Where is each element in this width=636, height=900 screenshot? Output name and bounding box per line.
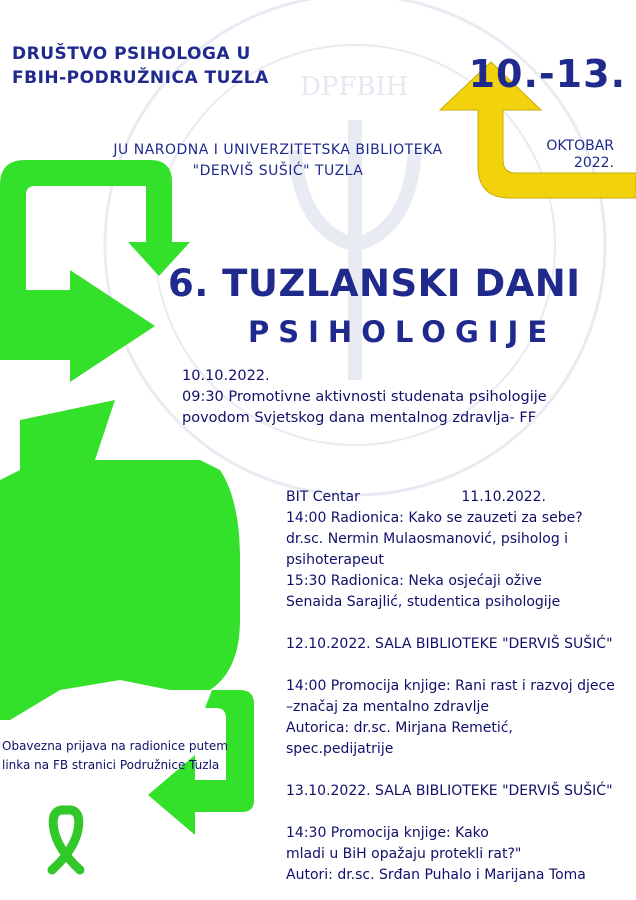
venue [88, 140, 468, 182]
event-title: 6. TUZLANSKI DANI [168, 262, 581, 305]
day4-line-3: Autori: dr.sc. Srđan Puhalo i Marijana Toma [286, 867, 586, 883]
year-label: 2022. [573, 155, 614, 171]
program-days-2-4 [286, 487, 616, 886]
event-dates: 10.-13. [468, 52, 626, 96]
green-arrow-big-icon [0, 400, 240, 720]
day1-date: 10.10.2022. [182, 368, 270, 384]
event-month [546, 138, 614, 172]
day2-line-5: Senaida Sarajlić, studentica psihologije [286, 594, 561, 610]
note-line-1: Obavezna prijava na radionice putem [2, 739, 228, 753]
day4-line-1: 14:30 Promocija knjige: Kako [286, 825, 489, 841]
day3-line-1: 14:00 Promocija knjige: Rani rast i razvoj djece [286, 678, 615, 694]
day2-line-4: 15:30 Radionica: Neka osjećaji ožive [286, 573, 542, 589]
day2-line-2: dr.sc. Nermin Mulaosmanović, psiholog i [286, 531, 569, 547]
day3-line-2: –značaj za mentalno zdravlje [286, 699, 490, 715]
venue-line-2: "DERVIŠ SUŠIĆ" TUZLA [192, 163, 364, 179]
seal-text: DPFBIH [300, 72, 409, 102]
month-label: OKTOBAR [546, 138, 614, 154]
day2-date: 11.10.2022. [461, 489, 546, 505]
day1-line-1: 09:30 Promotivne aktivnosti studenata psihologije [182, 389, 547, 405]
day2-line-1: 14:00 Radionica: Kako se zauzeti za sebe? [286, 510, 583, 526]
organization-name [12, 42, 269, 90]
day2-place: BIT Centar [286, 489, 360, 505]
day4-line-2: mladi u BiH opažaju protekli rat?" [286, 846, 522, 862]
venue-line-1: JU NARODNA I UNIVERZITETSKA BIBLIOTEKA [113, 142, 443, 158]
ribbon-icon [52, 810, 80, 870]
org-line-2: FBIH-PODRUŽNICA TUZLA [12, 68, 269, 88]
day3-header: 12.10.2022. SALA BIBLIOTEKE "DERVIŠ SUŠIĆ" [286, 636, 613, 652]
day2-header [286, 487, 546, 508]
org-line-1: DRUŠTVO PSIHOLOGA U [12, 44, 251, 64]
day2-line-3: psihoterapeut [286, 552, 384, 568]
event-subtitle: PSIHOLOGIJE [248, 315, 557, 349]
day3-line-3: Autorica: dr.sc. Mirjana Remetić, spec.pedijatrije [286, 720, 513, 757]
day1-line-2: povodom Svjetskog dana mentalnog zdravlja- FF [182, 410, 537, 426]
registration-note [2, 737, 238, 775]
program-day-1 [182, 366, 622, 429]
day4-header: 13.10.2022. SALA BIBLIOTEKE "DERVIŠ SUŠIĆ" [286, 783, 613, 799]
note-line-2: linka na FB stranici Podružnice Tuzla [2, 758, 220, 772]
